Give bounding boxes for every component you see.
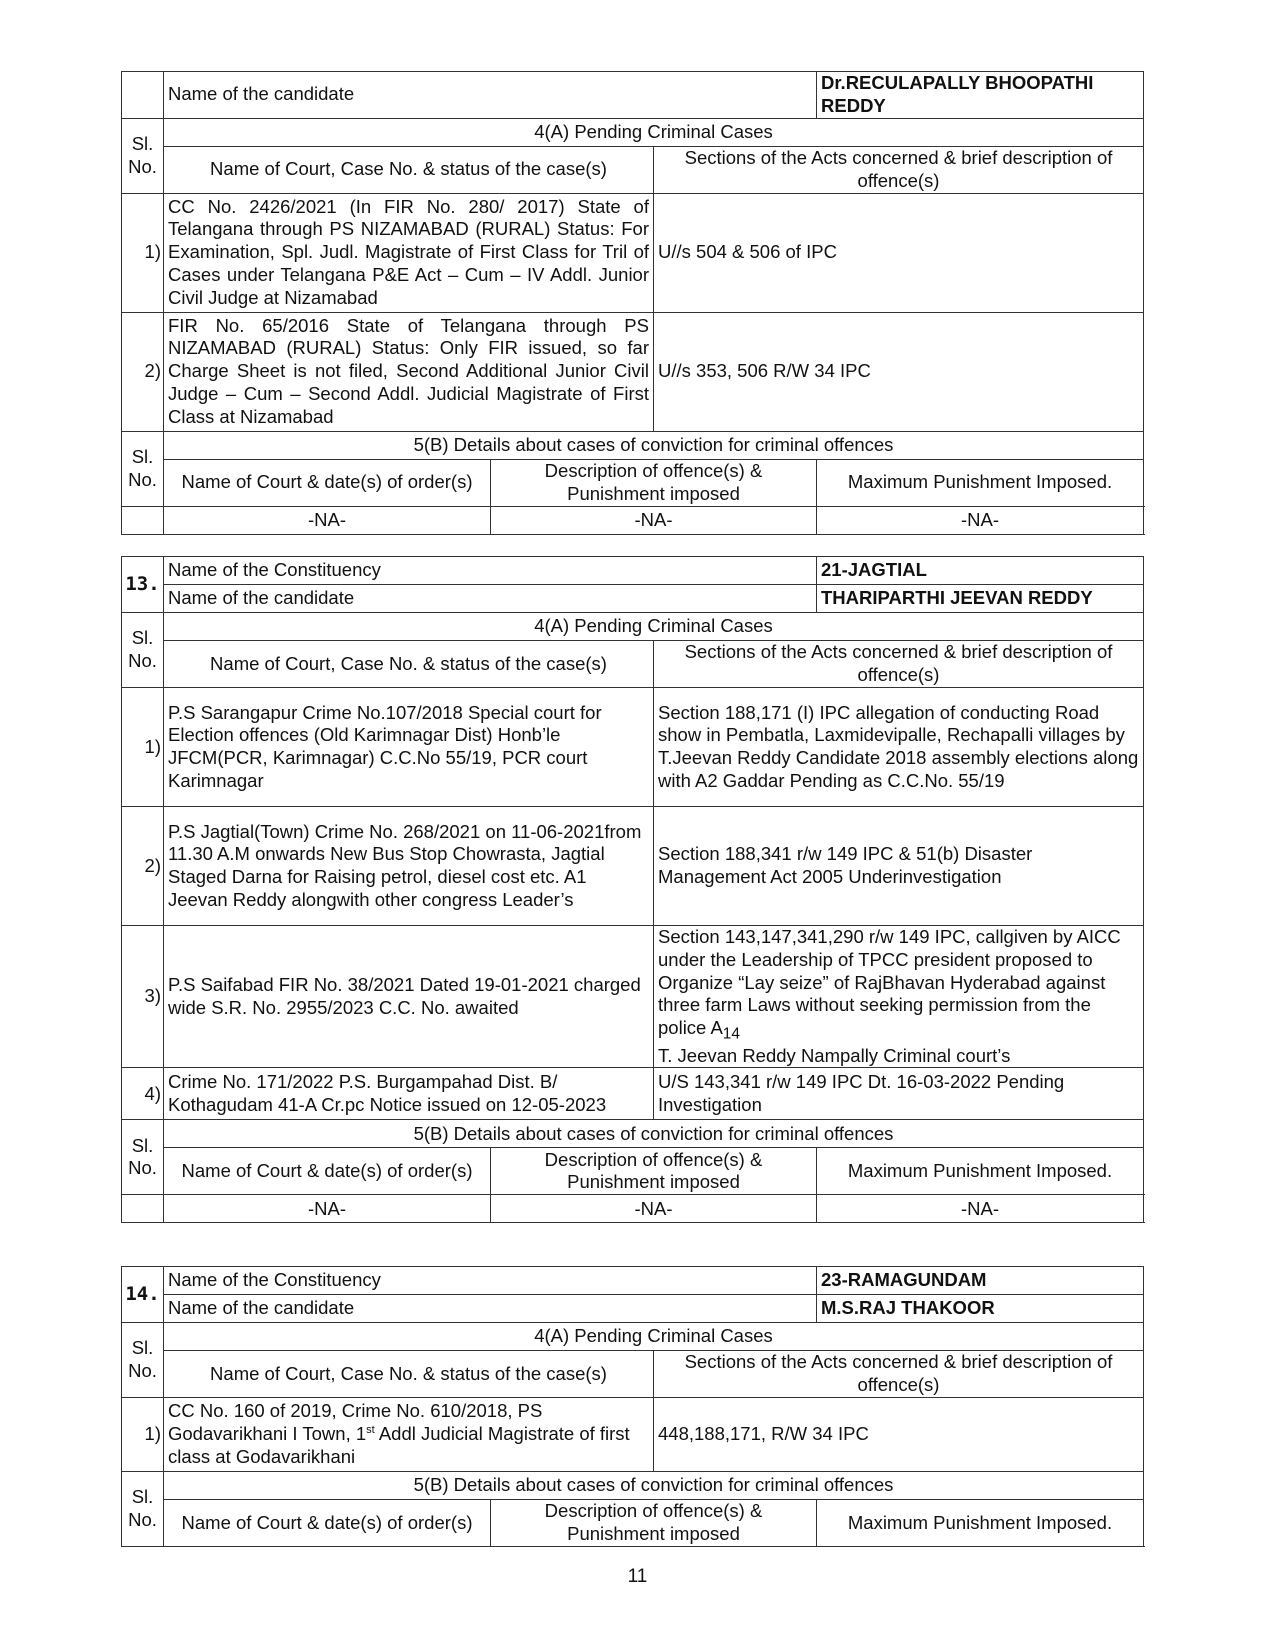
conviction-col-punishment: Maximum Punishment Imposed. [817, 1500, 1144, 1547]
conviction-col-desc: Description of offence(s) & Punishment imposed [491, 1500, 817, 1547]
case-sl: 3) [122, 926, 164, 1068]
candidate-label: Name of the candidate [164, 1295, 817, 1323]
conviction-heading: 5(B) Details about cases of conviction for criminal offences [164, 1120, 1144, 1148]
pending-cases-heading: 4(A) Pending Criminal Cases [164, 613, 1144, 641]
case-court: P.S Jagtial(Town) Crime No. 268/2021 on 11-06-2021from 11.30 A.M onwards New Bus Stop Chowrasta, Jagtial Staged Darna for Raising petrol, diesel cost etc. A1 Jeevan Reddy alongwith other congress Leader’s [164, 807, 654, 926]
pending-col-court: Name of Court, Case No. & status of the case(s) [164, 1351, 654, 1398]
conviction-court: -NA- [164, 1195, 491, 1223]
page-number: 11 [627, 1566, 648, 1587]
pending-col-sections: Sections of the Acts concerned & brief description of offence(s) [654, 1351, 1144, 1398]
case-sections: Section 143,147,341,290 r/w 149 IPC, callgiven by AICC under the Leadership of TPCC president proposed to Organize “Lay seize” of RajBhavan Hyderabad against three farm Laws without seeking permission from the police $A_{14}$ T. Jeevan Reddy Nampally Criminal court’s [654, 926, 1144, 1068]
conviction-col-desc: Description of offence(s) & Punishment imposed [491, 459, 817, 506]
candidate-label: Name of the candidate [164, 585, 817, 613]
conviction-heading: 5(B) Details about cases of conviction for criminal offences [164, 431, 1144, 459]
table-row [122, 312, 1144, 431]
block-number: 14. [122, 1267, 164, 1323]
pending-col-sections: Sections of the Acts concerned & brief description of offence(s) [654, 641, 1144, 688]
case-sl: 2) [122, 807, 164, 926]
table-row [122, 1195, 1144, 1223]
block-number-cell [122, 72, 164, 119]
table-row [122, 1398, 1144, 1472]
conviction-punishment: -NA- [817, 506, 1144, 534]
pending-col-court: Name of Court, Case No. & status of the case(s) [164, 641, 654, 688]
sl-no-header: Sl. No. [122, 118, 164, 193]
candidate-block-12 [121, 71, 1144, 535]
case-court: P.S Saifabad FIR No. 38/2021 Dated 19-01-2021 charged wide S.R. No. 2955/2023 C.C. No. awaited [164, 926, 654, 1068]
constituency-label: Name of the Constituency [164, 557, 817, 585]
table-row [122, 193, 1144, 312]
constituency-name: 23-RAMAGUNDAM [817, 1267, 1144, 1295]
pending-cases-heading: 4(A) Pending Criminal Cases [164, 118, 1144, 146]
table-row [122, 688, 1144, 807]
conviction-col-desc: Description of offence(s) & Punishment imposed [491, 1148, 817, 1195]
pending-col-court: Name of Court, Case No. & status of the case(s) [164, 146, 654, 193]
case-court: Crime No. 171/2022 P.S. Burgampahad Dist. B/ Kothagudam 41-A Cr.pc Notice issued on 12-05-2023 [164, 1068, 654, 1120]
conviction-desc: -NA- [491, 1195, 817, 1223]
sl-no-header: Sl. No. [122, 1323, 164, 1398]
case-court: FIR No. 65/2016 State of Telangana through PS NIZAMABAD (RURAL) Status: Only FIR issued, so far Charge Sheet is not filed, Second Additional Junior Civil Judge – Cum – Second Addl. Judicial Magistrate of First Class at Nizamabad [164, 312, 654, 431]
case-court: P.S Sarangapur Crime No.107/2018 Special court for Election offences (Old Karimnagar Dist) Honb’le JFCM(PCR, Karimnagar) C.C.No 55/19, PCR court Karimnagar [164, 688, 654, 807]
case-sections: Section 188,341 r/w 149 IPC & 51(b) Disaster Management Act 2005 Underinvestigation [654, 807, 1144, 926]
conviction-col-court: Name of Court & date(s) of order(s) [164, 459, 491, 506]
case-sections: U//s 504 & 506 of IPC [654, 193, 1144, 312]
pending-cases-heading: 4(A) Pending Criminal Cases [164, 1323, 1144, 1351]
case-sl: 2) [122, 312, 164, 431]
sl-no-header: Sl. No. [122, 1472, 164, 1547]
sl-no-header: Sl. No. [122, 431, 164, 506]
sl-no-header: Sl. No. [122, 613, 164, 688]
case-court: CC No. 2426/2021 (In FIR No. 280/ 2017) State of Telangana through PS NIZAMABAD (RURAL) Status: For Examination, Spl. Judl. Magistrate of First Class for Tril of Cases under Telangana P&E Act – Cum – IV Addl. Junior Civil Judge at Nizamabad [164, 193, 654, 312]
pending-col-sections: Sections of the Acts concerned & brief description of offence(s) [654, 146, 1144, 193]
conviction-desc: -NA- [491, 506, 817, 534]
table-row [122, 926, 1144, 1068]
case-sl: 4) [122, 1068, 164, 1120]
case-court: CC No. 160 of 2019, Crime No. 610/2018, PS Godavarikhani I Town, 1st Addl Judicial Magistrate of first class at Godavarikhani [164, 1398, 654, 1472]
conviction-col-court: Name of Court & date(s) of order(s) [164, 1500, 491, 1547]
conviction-col-punishment: Maximum Punishment Imposed. [817, 459, 1144, 506]
table-row [122, 807, 1144, 926]
conviction-court: -NA- [164, 506, 491, 534]
candidate-block-13 [121, 556, 1144, 1223]
candidate-name: Dr.RECULAPALLY BHOOPATHI REDDY [817, 72, 1144, 119]
block-number: 13. [122, 557, 164, 613]
candidate-label: Name of the candidate [164, 72, 817, 119]
case-sections: 448,188,171, R/W 34 IPC [654, 1398, 1144, 1472]
case-sections: Section 188,171 (I) IPC allegation of conducting Road show in Pembatla, Laxmidevipalle, Rechapalli villages by T.Jeevan Reddy Candidate 2018 assembly elections along with A2 Gaddar Pending as C.C.No. 55/19 [654, 688, 1144, 807]
table-row [122, 1068, 1144, 1120]
candidate-name: M.S.RAJ THAKOOR [817, 1295, 1144, 1323]
conviction-punishment: -NA- [817, 1195, 1144, 1223]
constituency-name: 21-JAGTIAL [817, 557, 1144, 585]
table-row [122, 506, 1144, 534]
conviction-col-court: Name of Court & date(s) of order(s) [164, 1148, 491, 1195]
sl-no-header: Sl. No. [122, 1120, 164, 1195]
case-sl: 1) [122, 688, 164, 807]
conviction-heading: 5(B) Details about cases of conviction for criminal offences [164, 1472, 1144, 1500]
case-sections: U/S 143,341 r/w 149 IPC Dt. 16-03-2022 Pending Investigation [654, 1068, 1144, 1120]
case-sl: 1) [122, 193, 164, 312]
case-sections: U//s 353, 506 R/W 34 IPC [654, 312, 1144, 431]
constituency-label: Name of the Constituency [164, 1267, 817, 1295]
candidate-block-14 [121, 1266, 1144, 1547]
conviction-col-punishment: Maximum Punishment Imposed. [817, 1148, 1144, 1195]
candidate-name: THARIPARTHI JEEVAN REDDY [817, 585, 1144, 613]
case-sl: 1) [122, 1398, 164, 1472]
